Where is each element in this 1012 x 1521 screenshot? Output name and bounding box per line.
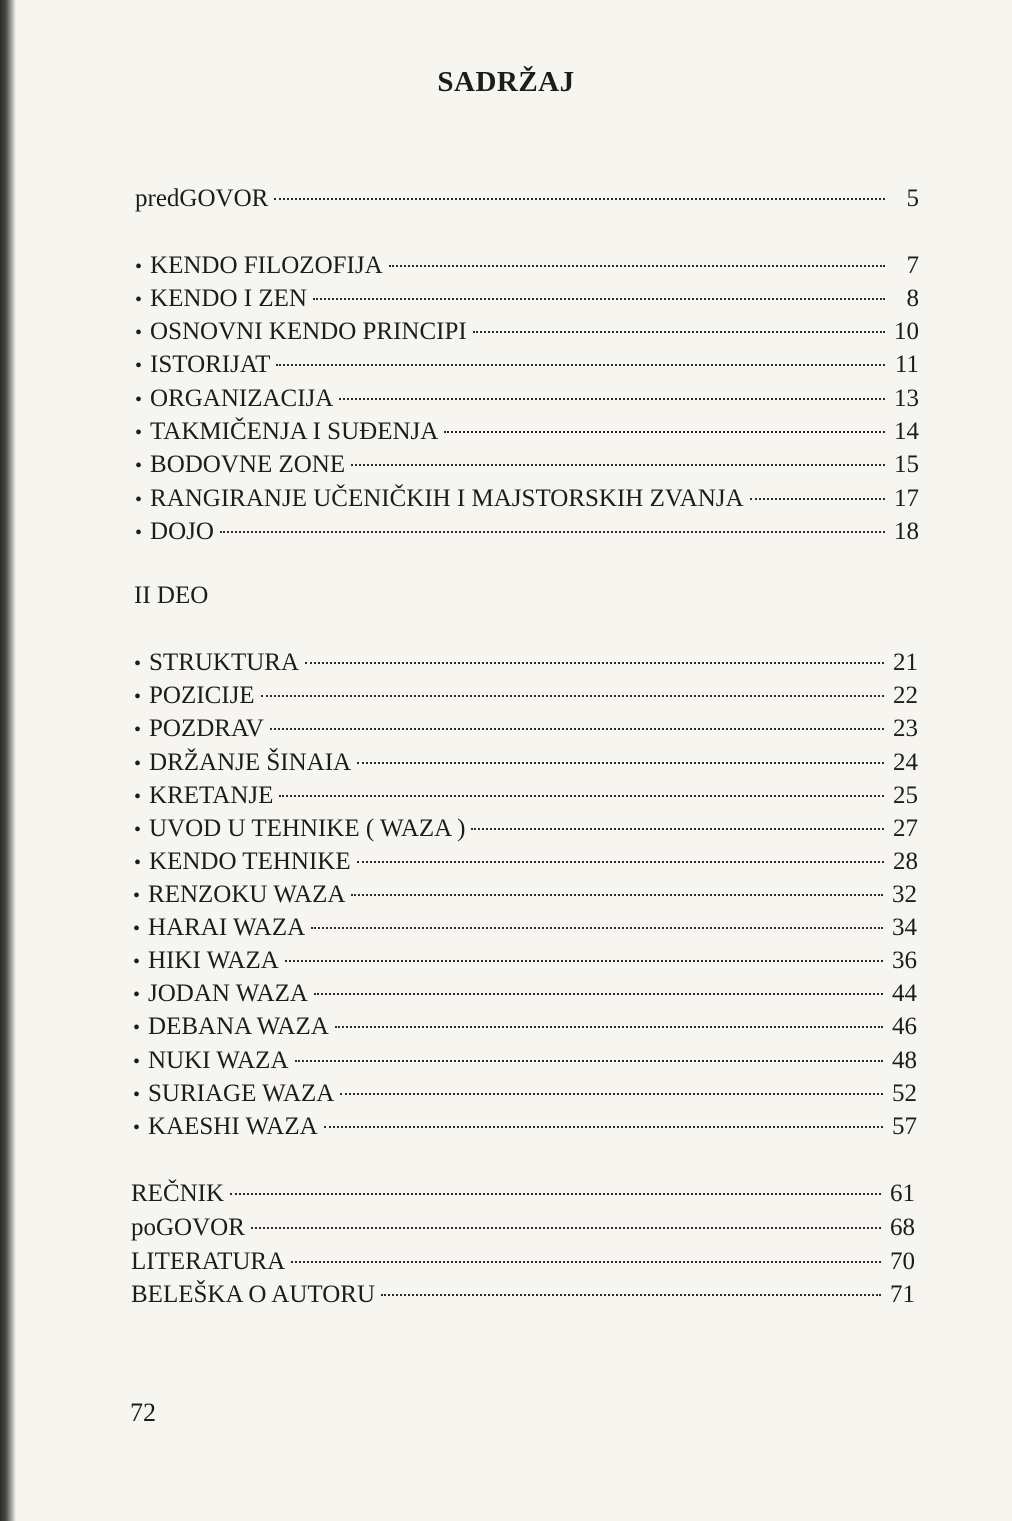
toc-entry-page: 13 <box>894 385 919 412</box>
toc-entry <box>134 647 918 679</box>
bullet-icon: • <box>133 885 141 907</box>
dot-leader <box>285 958 883 962</box>
dot-leader <box>295 1058 883 1062</box>
toc-entry <box>135 349 919 381</box>
toc-entry-page: 36 <box>892 947 917 974</box>
toc-entry <box>135 483 919 515</box>
toc-entry <box>135 416 919 448</box>
dot-leader <box>473 329 885 333</box>
section-heading-part-2: II DEO <box>134 582 209 609</box>
toc-entry-page: 10 <box>894 318 919 345</box>
bullet-icon: • <box>133 1017 141 1039</box>
toc-entry <box>135 516 919 548</box>
dot-leader <box>351 462 885 466</box>
toc-entry <box>135 383 919 415</box>
toc-entry-label: KENDO TEHNIKE <box>149 848 351 875</box>
dot-leader <box>311 925 883 929</box>
dot-leader <box>279 793 884 797</box>
toc-entry-page: 7 <box>906 252 919 279</box>
bullet-icon: • <box>135 489 143 511</box>
bullet-icon: • <box>134 719 142 741</box>
toc-entry-label: KAESHI WAZA <box>148 1113 318 1140</box>
bullet-icon: • <box>134 753 142 775</box>
toc-entry <box>131 1246 915 1278</box>
toc-entry-page: 48 <box>892 1047 917 1074</box>
toc-entry-page: 27 <box>893 815 918 842</box>
toc-entry-page: 24 <box>893 749 918 776</box>
toc-entry <box>133 1045 917 1077</box>
dot-leader <box>357 760 884 764</box>
toc-entry <box>133 912 917 944</box>
toc-entry-label: RENZOKU WAZA <box>148 881 346 908</box>
toc-entry-label: JODAN WAZA <box>148 980 308 1007</box>
dot-leader <box>381 1292 881 1296</box>
toc-entry-label: ISTORIJAT <box>150 351 271 378</box>
toc-entry-label: poGOVOR <box>131 1214 245 1241</box>
dot-leader <box>351 892 883 896</box>
toc-entry-label: HARAI WAZA <box>148 914 306 941</box>
bullet-icon: • <box>135 322 143 344</box>
toc-entry <box>134 680 918 712</box>
toc-entry-page: 32 <box>892 881 917 908</box>
toc-entry <box>133 1011 917 1043</box>
bullet-icon: • <box>133 1084 141 1106</box>
dot-leader <box>389 263 885 267</box>
toc-entry <box>133 1078 917 1110</box>
toc-entry-label: predGOVOR <box>135 185 269 212</box>
dot-leader <box>750 496 885 500</box>
toc-entry-preface <box>135 183 919 215</box>
bullet-icon: • <box>133 951 141 973</box>
toc-entry-page: 22 <box>893 682 918 709</box>
toc-entry-label: KENDO I ZEN <box>150 285 307 312</box>
toc-entry-label: POZDRAV <box>149 715 264 742</box>
toc-entry-label: POZICIJE <box>149 682 255 709</box>
dot-leader <box>274 196 885 200</box>
toc-entry-label: STRUKTURA <box>149 649 300 676</box>
bullet-icon: • <box>134 852 142 874</box>
toc-entry <box>135 283 919 315</box>
dot-leader <box>471 826 884 830</box>
toc-entry-page: 46 <box>892 1013 917 1040</box>
toc-entry <box>134 813 918 845</box>
bullet-icon: • <box>135 256 143 278</box>
toc-entry <box>131 1212 915 1244</box>
toc-entry <box>133 879 917 911</box>
dot-leader <box>314 991 883 995</box>
toc-entry <box>134 846 918 878</box>
toc-entry-label: OSNOVNI KENDO PRINCIPI <box>150 318 467 345</box>
toc-entry <box>134 713 918 745</box>
bullet-icon: • <box>133 1117 141 1139</box>
bullet-icon: • <box>135 455 143 477</box>
bullet-icon: • <box>133 918 141 940</box>
bullet-icon: • <box>135 422 143 444</box>
toc-entry <box>131 1178 915 1210</box>
toc-entry-page: 11 <box>894 351 919 378</box>
dot-leader <box>324 1124 883 1128</box>
bullet-icon: • <box>135 355 143 377</box>
toc-entry <box>131 1279 915 1311</box>
bullet-icon: • <box>135 389 143 411</box>
bullet-icon: • <box>134 786 142 808</box>
toc-entry-page: 8 <box>906 285 919 312</box>
dot-leader <box>444 429 885 433</box>
toc-entry-label: HIKI WAZA <box>148 947 279 974</box>
toc-entry <box>135 250 919 282</box>
page-number: 72 <box>130 1398 156 1427</box>
toc-entry-label: DRŽANJE ŠINAIA <box>149 749 352 776</box>
dot-leader <box>261 693 884 697</box>
toc-entry-page: 18 <box>894 518 919 545</box>
toc-entry-page: 28 <box>893 848 918 875</box>
toc-entry-page: 68 <box>890 1214 915 1241</box>
toc-entry-label: ORGANIZACIJA <box>150 385 334 412</box>
toc-entry-label: RANGIRANJE UČENIČKIH I MAJSTORSKIH ZVANJA <box>150 485 744 512</box>
toc-entry-label: DEBANA WAZA <box>148 1013 329 1040</box>
toc-entry <box>133 1111 917 1143</box>
dot-leader <box>251 1225 881 1229</box>
toc-entry-label: BELEŠKA O AUTORU <box>131 1281 376 1308</box>
toc-entry-label: KENDO FILOZOFIJA <box>150 252 383 279</box>
dot-leader <box>291 1259 881 1263</box>
toc-entry-label: TAKMIČENJA I SUĐENJA <box>150 418 439 445</box>
toc-entry-page: 25 <box>893 782 918 809</box>
toc-entry-page: 61 <box>890 1180 915 1207</box>
dot-leader <box>305 660 884 664</box>
toc-entry-label: DOJO <box>150 518 214 545</box>
dot-leader <box>270 726 884 730</box>
bullet-icon: • <box>134 686 142 708</box>
toc-entry-page: 70 <box>890 1248 915 1275</box>
toc-entry-page: 44 <box>892 980 917 1007</box>
bullet-icon: • <box>134 819 142 841</box>
toc-entry-page: 21 <box>893 649 918 676</box>
bullet-icon: • <box>135 522 143 544</box>
book-binding-edge <box>0 0 16 1521</box>
dot-leader <box>220 529 885 533</box>
toc-entry-label: NUKI WAZA <box>148 1047 289 1074</box>
toc-entry-label: SURIAGE WAZA <box>148 1080 335 1107</box>
toc-entry <box>133 945 917 977</box>
toc-entry-page: 52 <box>892 1080 917 1107</box>
toc-entry-label: BODOVNE ZONE <box>150 451 346 478</box>
toc-entry-page: 23 <box>893 715 918 742</box>
page-title: SADRŽAJ <box>437 66 575 98</box>
toc-entry <box>133 978 917 1010</box>
dot-leader <box>313 296 885 300</box>
toc-entry-label: REČNIK <box>131 1180 225 1207</box>
toc-entry <box>135 449 919 481</box>
toc-entry-page: 34 <box>892 914 917 941</box>
toc-entry-label: LITERATURA <box>131 1248 286 1275</box>
toc-entry-label: UVOD U TEHNIKE ( WAZA ) <box>149 815 466 842</box>
toc-entry <box>134 747 918 779</box>
toc-entry-page: 5 <box>906 185 919 212</box>
dot-leader <box>276 362 885 366</box>
toc-entry <box>135 316 919 348</box>
toc-entry-page: 71 <box>890 1281 915 1308</box>
bullet-icon: • <box>133 1051 141 1073</box>
dot-leader <box>230 1191 881 1195</box>
dot-leader <box>339 396 885 400</box>
bullet-icon: • <box>134 653 142 675</box>
bullet-icon: • <box>133 984 141 1006</box>
dot-leader <box>340 1091 883 1095</box>
dot-leader <box>357 859 884 863</box>
dot-leader <box>335 1024 883 1028</box>
toc-entry-page: 17 <box>894 485 919 512</box>
toc-entry <box>134 780 918 812</box>
toc-entry-page: 57 <box>892 1113 917 1140</box>
toc-entry-label: KRETANJE <box>149 782 274 809</box>
bullet-icon: • <box>135 289 143 311</box>
toc-entry-page: 14 <box>894 418 919 445</box>
toc-entry-page: 15 <box>894 451 919 478</box>
